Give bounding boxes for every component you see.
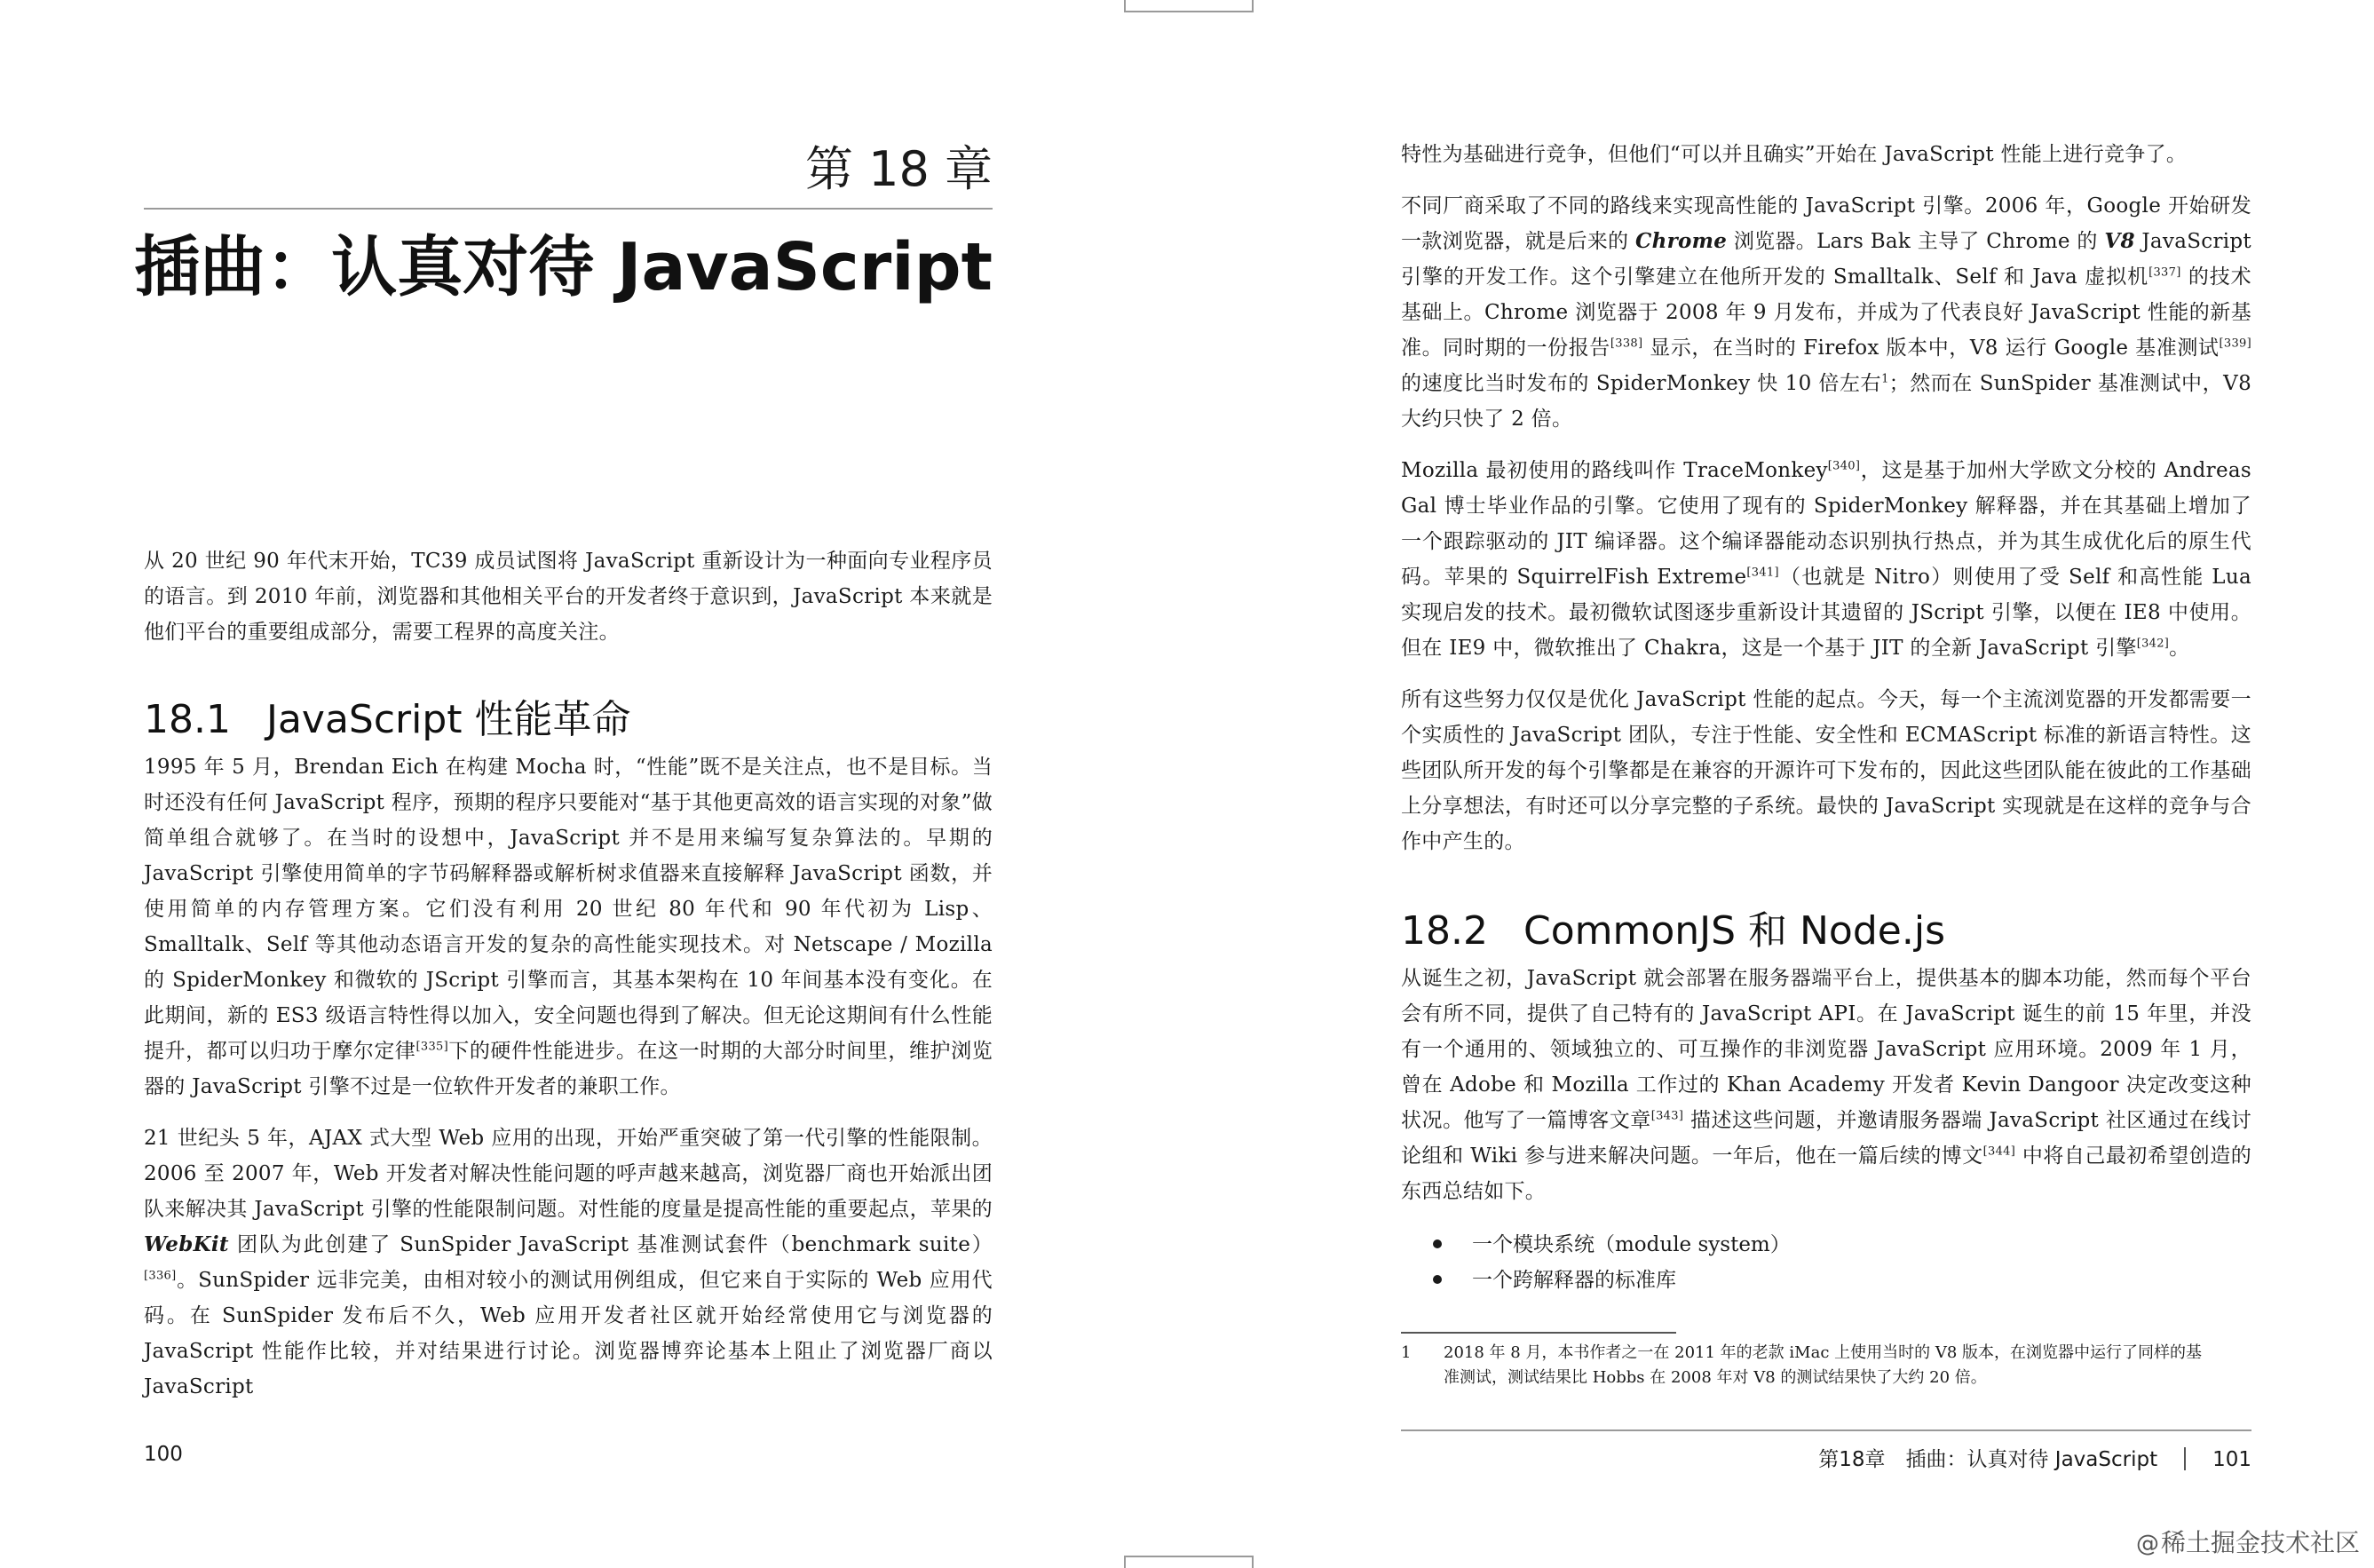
list-item-text: 一个跨解释器的标准库 (1472, 1269, 1676, 1292)
bullet-icon (1433, 1275, 1442, 1284)
footnote-marker: 1 (1401, 1343, 1412, 1362)
paragraph (144, 749, 993, 1105)
citation-ref: [336] (144, 1269, 177, 1283)
bottom-page-tab (1124, 1556, 1254, 1568)
left-page (134, 0, 993, 1568)
footnote-text: 2018 年 8 月，本书作者之一在 2011 年的老款 iMac 上使用当时的 V8 版本，在浏览器中运行了同样的基 (1444, 1343, 2203, 1362)
paragraph-text: ，这是基于加州大学欧文分校的 Andreas Gal 博士毕业作品的引擎。它使用了现有的 SpiderMonkey 解释器，并在其基础上增加了一个跟踪驱动的 JIT 编译器。这个编译器能动态识别执行热点，并为其生成优化后的原生代码。苹果的 SquirrelFish Extreme (1401, 459, 2251, 589)
intro-paragraph: 从 20 世纪 90 年代末开始，TC39 成员试图将 JavaScript 重新设计为一种面向专业程序员的语言。到 2010 年前，浏览器和其他相关平台的开发者终于意识到，JavaScript 本来就是他们平台的重要组成部分，需要工程界的高度关注。 (144, 550, 993, 644)
paragraph-text: 描述这些问题，并邀请服务器端 JavaScript 社区通过在线讨论组和 Wiki 参与进来解决问题。一年后，他在一篇后续的博文 (1401, 1109, 2251, 1168)
paragraph-text: JavaScript 引擎的开发工作。这个引擎建立在他所开发的 Smalltalk、Self 和 Java 虚拟机 (1401, 230, 2251, 289)
paragraph-text: （也就是 Nitro）则使用了受 Self 和高性能 Lua 实现启发的技术。最初微软试图逐步重新设计其遗留的 JScript 引擎，以便在 IE8 中使用。但在 IE9 中，微软推出了 Chakra，这是一个基于 JIT 的全新 JavaScript 引擎 (1401, 566, 2251, 660)
at-icon: @ (2135, 1531, 2159, 1557)
paragraph-text: 不同厂商采取了不同的路线来实现高性能的 JavaScript 引擎。2006 年，Google 开始研发一款浏览器，就是后来的 (1401, 194, 2251, 253)
paragraph-text: 的技术基础上。Chrome 浏览器于 2008 年 9 月发布，并成为了代表良好 JavaScript 性能的新基准。同时期的一份报告 (1401, 265, 2251, 360)
webkit-logo-text: WebKit (144, 1232, 229, 1256)
citation-ref: [337] (2148, 265, 2181, 280)
top-page-tab (1124, 0, 1254, 12)
right-page (1401, 0, 2251, 1568)
section-title: JavaScript 性能革命 (265, 697, 631, 742)
page-number-left: 100 (144, 1443, 183, 1466)
paragraph (1401, 188, 2251, 437)
paragraph: 特性为基础进行竞争，但他们“可以并且确实”开始在 JavaScript 性能上进行竞争了。 (1401, 143, 2188, 166)
paragraph-text: Mozilla 最初使用的路线叫作 TraceMonkey (1401, 459, 1828, 482)
chapter-divider (144, 208, 993, 210)
footnote-ref: 1 (1881, 372, 1889, 386)
paragraph-text: 的速度比当时发布的 SpiderMonkey 快 10 倍左右 (1401, 372, 1882, 395)
citation-ref: [335] (415, 1040, 448, 1054)
section-18-1-body (144, 749, 993, 1405)
paragraph-text: ；然而在 SunSpider 基准测试中，V8 大约只快了 2 倍。 (1401, 372, 2252, 431)
citation-ref: [343] (1650, 1109, 1684, 1123)
paragraph (144, 1121, 993, 1405)
bullet-list (1433, 1227, 1791, 1298)
paragraph-text: 。SunSpider 远非完美，由相对较小的测试用例组成，但它来自于实际的 Web 应用代码。在 SunSpider 发布后不久，Web 应用开发者社区就开始经常使用它与浏览器的 JavaScript 性能作比较，并对结果进行讨论。浏览器博弈论基本上阻止了浏览器厂商以 JavaScript (144, 1269, 993, 1398)
section-number: 18.1 (144, 697, 231, 742)
list-item (1433, 1263, 1791, 1298)
v8-logo-text: V8 (2104, 229, 2135, 253)
running-head-title: 第18章 插曲：认真对待 JavaScript (1818, 1448, 2158, 1471)
list-item-text: 一个模块系统（module system） (1472, 1233, 1791, 1256)
list-item (1433, 1227, 1791, 1263)
watermark (2136, 1524, 2360, 1559)
footnote-text: 准测试，测试结果比 Hobbs 在 2008 年对 V8 的测试结果快了大约 20 倍。 (1444, 1368, 1987, 1387)
paragraph (1401, 961, 2251, 1209)
chapter-intro (144, 543, 993, 650)
paragraph-text: 21 世纪头 5 年，AJAX 式大型 Web 应用的出现，开始严重突破了第一代引擎的性能限制。2006 至 2007 年，Web 开发者对解决性能问题的呼声越来越高，浏览器厂商也开始派出团队来解决其 JavaScript 引擎的性能限制问题。对性能的度量是提高性能的重要起点，苹果的 (144, 1127, 993, 1221)
chrome-logo-text: Chrome (1634, 229, 1728, 253)
citation-ref: [340] (1827, 459, 1861, 473)
running-foot (1818, 1443, 2251, 1472)
footnote-divider (1401, 1332, 1676, 1334)
paragraph-text: 。 (2169, 637, 2190, 660)
paragraph (1401, 453, 2251, 666)
paragraph: 所有这些努力仅仅是优化 JavaScript 性能的起点。今天，每一个主流浏览器的开发都需要一个实质性的 JavaScript 团队，专注于性能、安全性和 ECMAScript 标准的新语言特性。这些团队所开发的每个引擎都是在兼容的开源许可下发布的，因此这些团队能在彼此的工作基础上分享想法，有时还可以分享完整的子系统。最快的 JavaScript 实现就是在这样的竞争与合作中产生的。 (1401, 688, 2251, 853)
citation-ref: [339] (2219, 337, 2251, 351)
section-title: CommonJS 和 Node.js (1523, 908, 1945, 954)
chapter-title: 插曲：认真对待 JavaScript (134, 229, 993, 305)
section-18-2-body (1401, 961, 2251, 1209)
bullet-icon (1433, 1239, 1442, 1248)
paragraph-text: 浏览器。Lars Bak 主导了 Chrome 的 (1727, 230, 2105, 253)
citation-ref: [338] (1610, 337, 1643, 351)
footnote (1401, 1341, 2251, 1390)
section-heading-18-2 (1401, 899, 1945, 955)
chapter-number: 第 18 章 (804, 141, 993, 197)
page-number-right: 101 (2212, 1448, 2251, 1471)
paragraph-text: 下的硬件性能进步。在这一时期的大部分时间里，维护浏览器的 JavaScript 引擎不过是一位软件开发者的兼职工作。 (144, 1040, 993, 1098)
folio-separator (2184, 1447, 2186, 1470)
running-foot-divider (1401, 1429, 2251, 1431)
right-page-body (1401, 137, 2251, 859)
citation-ref: [344] (1982, 1144, 2016, 1159)
citation-ref: [341] (1746, 566, 1779, 580)
watermark-text: 稀土掘金技术社区 (2160, 1528, 2360, 1557)
paragraph-text: 中将自己最初希望创造的东西总结如下。 (1401, 1144, 2251, 1203)
paragraph-text: 显示，在当时的 Firefox 版本中，V8 运行 Google 基准测试 (1642, 337, 2220, 360)
paragraph-text: 从诞生之初，JavaScript 就会部署在服务器端平台上，提供基本的脚本功能，然而每个平台会有所不同，提供了自己特有的 JavaScript API。在 JavaScript 诞生的前 15 年里，并没有一个通用的、领域独立的、可互操作的非浏览器 JavaScript 应用环境。2009 年 1 月，曾在 Adobe 和 Mozilla 工作过的 Khan Academy 开发者 Kevin Dangoor 决定改变这种状况。他写了一篇博客文章 (1401, 967, 2251, 1132)
citation-ref: [342] (2136, 637, 2170, 651)
section-number: 18.2 (1401, 908, 1488, 954)
section-heading-18-1 (144, 687, 631, 744)
paragraph-text: 1995 年 5 月，Brendan Eich 在构建 Mocha 时，“性能”既不是关注点，也不是目标。当时还没有任何 JavaScript 程序，预期的程序只要能对“基于其他更高效的语言实现的对象”做简单组合就够了。在当时的设想中，JavaScript 并不是用来编写复杂算法的。早期的 JavaScript 引擎使用简单的字节码解释器或解析树求值器来直接解释 JavaScript 函数，并使用简单的内存管理方案。它们没有利用 20 世纪 80 年代和 90 年代初为 Lisp、Smalltalk、Self 等其他动态语言开发的复杂的高性能实现技术。对 Netscape / Mozilla 的 SpiderMonkey 和微软的 JScript 引擎而言，其基本架构在 10 年间基本没有变化。在此期间，新的 ES3 级语言特性得以加入，安全问题也得到了解决。但无论这期间有什么性能提升，都可以归功于摩尔定律 (144, 756, 993, 1063)
paragraph-text: 团队为此创建了 SunSpider JavaScript 基准测试套件（benchmark suite） (228, 1233, 993, 1256)
